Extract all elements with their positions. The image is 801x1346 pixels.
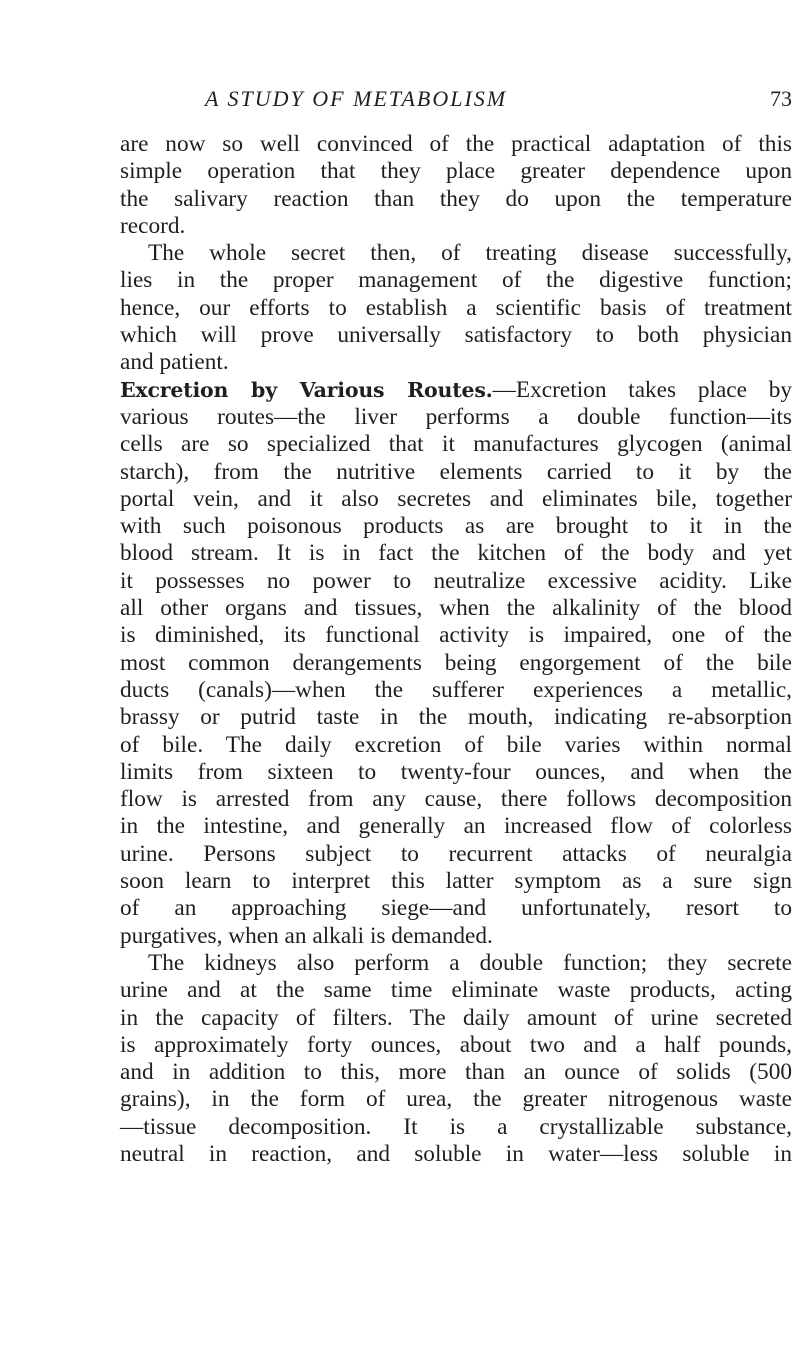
text-line: various routes—the liver performs a double function—its	[120, 403, 792, 430]
text-line: portal vein, and it also secretes and eliminates bile, together	[120, 485, 792, 512]
body-text	[120, 131, 792, 1168]
text-line: in the intestine, and generally an increased flow of colorless	[120, 813, 792, 840]
text-line: cells are so specialized that it manufactures glycogen (animal	[120, 431, 792, 458]
text-line: The kidneys also perform a double function; they secrete	[148, 949, 792, 976]
text-line: record.	[120, 212, 186, 239]
text-line: and patient.	[120, 349, 229, 376]
text-line: grains), in the form of urea, the greater nitrogenous waste	[120, 1086, 792, 1113]
text-line-with-heading	[120, 377, 792, 404]
text-line: hence, our efforts to establish a scientific basis of treatment	[120, 294, 792, 321]
text-line: limits from sixteen to twenty-four ounces, and when the	[120, 758, 792, 785]
text-line: The whole secret then, of treating disease successfully,	[148, 240, 792, 267]
section-heading: Excretion by Various Routes.	[120, 377, 493, 402]
text-line: flow is arrested from any cause, there follows decomposition	[120, 786, 792, 813]
text-line: all other organs and tissues, when the alkalinity of the blood	[120, 595, 792, 622]
running-head	[120, 83, 792, 115]
text-line: starch), from the nutritive elements carried to it by the	[120, 458, 792, 485]
text-line: blood stream. It is in fact the kitchen of the body and yet	[120, 540, 792, 567]
text-line: is diminished, its functional activity is impaired, one of the	[120, 622, 792, 649]
page-number: 73	[770, 86, 792, 111]
text-line: neutral in reaction, and soluble in water—less soluble in	[120, 1140, 792, 1167]
text-line: of an approaching siege—and unfortunately, resort to	[120, 895, 792, 922]
text-line: most common derangements being engorgement of the bile	[120, 649, 792, 676]
text-line: —tissue decomposition. It is a crystallizable substance,	[120, 1113, 792, 1140]
text-line: urine and at the same time eliminate waste products, acting	[120, 977, 792, 1004]
text-line: in the capacity of filters. The daily amount of urine secreted	[120, 1004, 792, 1031]
text-line: which will prove universally satisfactory to both physician	[120, 322, 792, 349]
text-line: simple operation that they place greater dependence upon	[120, 158, 792, 185]
text-line: and in addition to this, more than an ounce of solids (500	[120, 1059, 792, 1086]
text-line: of bile. The daily excretion of bile varies within normal	[120, 731, 792, 758]
text-line: ducts (canals)—when the sufferer experiences a metallic,	[120, 676, 792, 703]
text-line: urine. Persons subject to recurrent attacks of neuralgia	[120, 840, 792, 867]
text-line: it possesses no power to neutralize excessive acidity. Like	[120, 567, 792, 594]
text-line: soon learn to interpret this latter symptom as a sure sign	[120, 868, 792, 895]
text-line: is approximately forty ounces, about two and a half pounds,	[120, 1031, 792, 1058]
text-line: brassy or putrid taste in the mouth, indicating re-absorption	[120, 704, 792, 731]
text-line: with such poisonous products as are brought to it in the	[120, 513, 792, 540]
running-title: A STUDY OF METABOLISM	[205, 86, 508, 111]
text-line: purgatives, when an alkali is demanded.	[120, 922, 493, 949]
text-line: the salivary reaction than they do upon the temperature	[120, 185, 792, 212]
section-heading-continuation: —Excretion takes place by	[492, 376, 792, 403]
text-line: are now so well convinced of the practical adaptation of this	[120, 131, 792, 157]
text-line: lies in the proper management of the digestive function;	[120, 267, 792, 294]
